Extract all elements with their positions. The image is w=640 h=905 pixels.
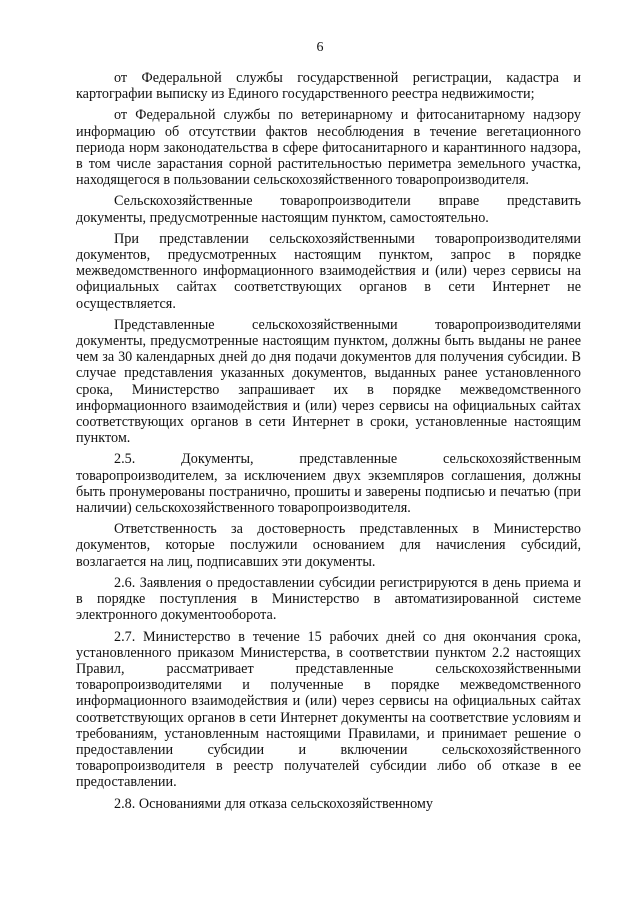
- paragraph: 2.7. Министерство в течение 15 рабочих дней со дня окончания срока, установленного приказом Министерства, в соответствии пунктом 2.2 настоящих Правил, рассматривает представленные сельскохозяйственными товаропроизводителями и полученные в порядке межведомственного информационного взаимодействия и (или) через сервисы на официальных сайтах соответствующих органов в сети Интернет документы на соответствие условиям и требованиям, установленным настоящими Правилами, и принимает решение о предоставлении субсидии и включении сельскохозяйственного товаропроизводителя в реестр получателей субсидии либо об отказе в ее предоставлении.: [76, 628, 581, 791]
- page-number: 6: [316, 40, 324, 55]
- document-body: [76, 70, 581, 817]
- paragraph: Ответственность за достоверность представленных в Министерство документов, которые послужили основанием для начисления субсидий, возлагается на лиц, подписавших эти документы.: [76, 521, 581, 570]
- paragraph: 2.6. Заявления о предоставлении субсидии регистрируются в день приема и в порядке поступления в Министерство в автоматизированной системе электронного документооборота.: [76, 574, 581, 624]
- paragraph: от Федеральной службы по ветеринарному и фитосанитарному надзору информацию об отсутствии фактов несоблюдения в течение вегетационного периода норм законодательства в сфере фитосанитарного и карантинного надзора, в том числе зарастания сорной растительностью периметра земельного участка, находящегося в пользовании сельскохозяйственного товаропроизводителя.: [76, 107, 581, 189]
- paragraph: Сельскохозяйственные товаропроизводители вправе представить документы, предусмотренные настоящим пунктом, самостоятельно.: [76, 193, 581, 226]
- paragraph: от Федеральной службы государственной регистрации, кадастра и картографии выписку из Единого государственного реестра недвижимости;: [76, 70, 581, 103]
- paragraph: 2.8. Основаниями для отказа сельскохозяйственному: [114, 795, 433, 812]
- paragraph: При представлении сельскохозяйственными товаропроизводителями документов, предусмотренных настоящим пунктом, запрос в порядке межведомственного информационного взаимодействия и (или) через сервисы на официальных сайтах соответствующих органов в сети Интернет не осуществляется.: [76, 230, 581, 312]
- paragraph: Представленные сельскохозяйственными товаропроизводителями документы, предусмотренные настоящим пунктом, должны быть выданы не ранее чем за 30 календарных дней до дня подачи документов для получения субсидии. В случае представления указанных документов, выданных ранее установленного срока, Министерство запрашивает их в порядке межведомственного информационного взаимодействия и (или) через сервисы на официальных сайтах соответствующих органов в сети Интернет в сроки, установленные настоящим пунктом.: [76, 316, 581, 447]
- paragraph: 2.5. Документы, представленные сельскохозяйственным товаропроизводителем, за исключением двух экземпляров соглашения, должны быть пронумерованы постранично, прошиты и заверены подписью и печатью (при наличии) сельскохозяйственного товаропроизводителя.: [76, 451, 581, 517]
